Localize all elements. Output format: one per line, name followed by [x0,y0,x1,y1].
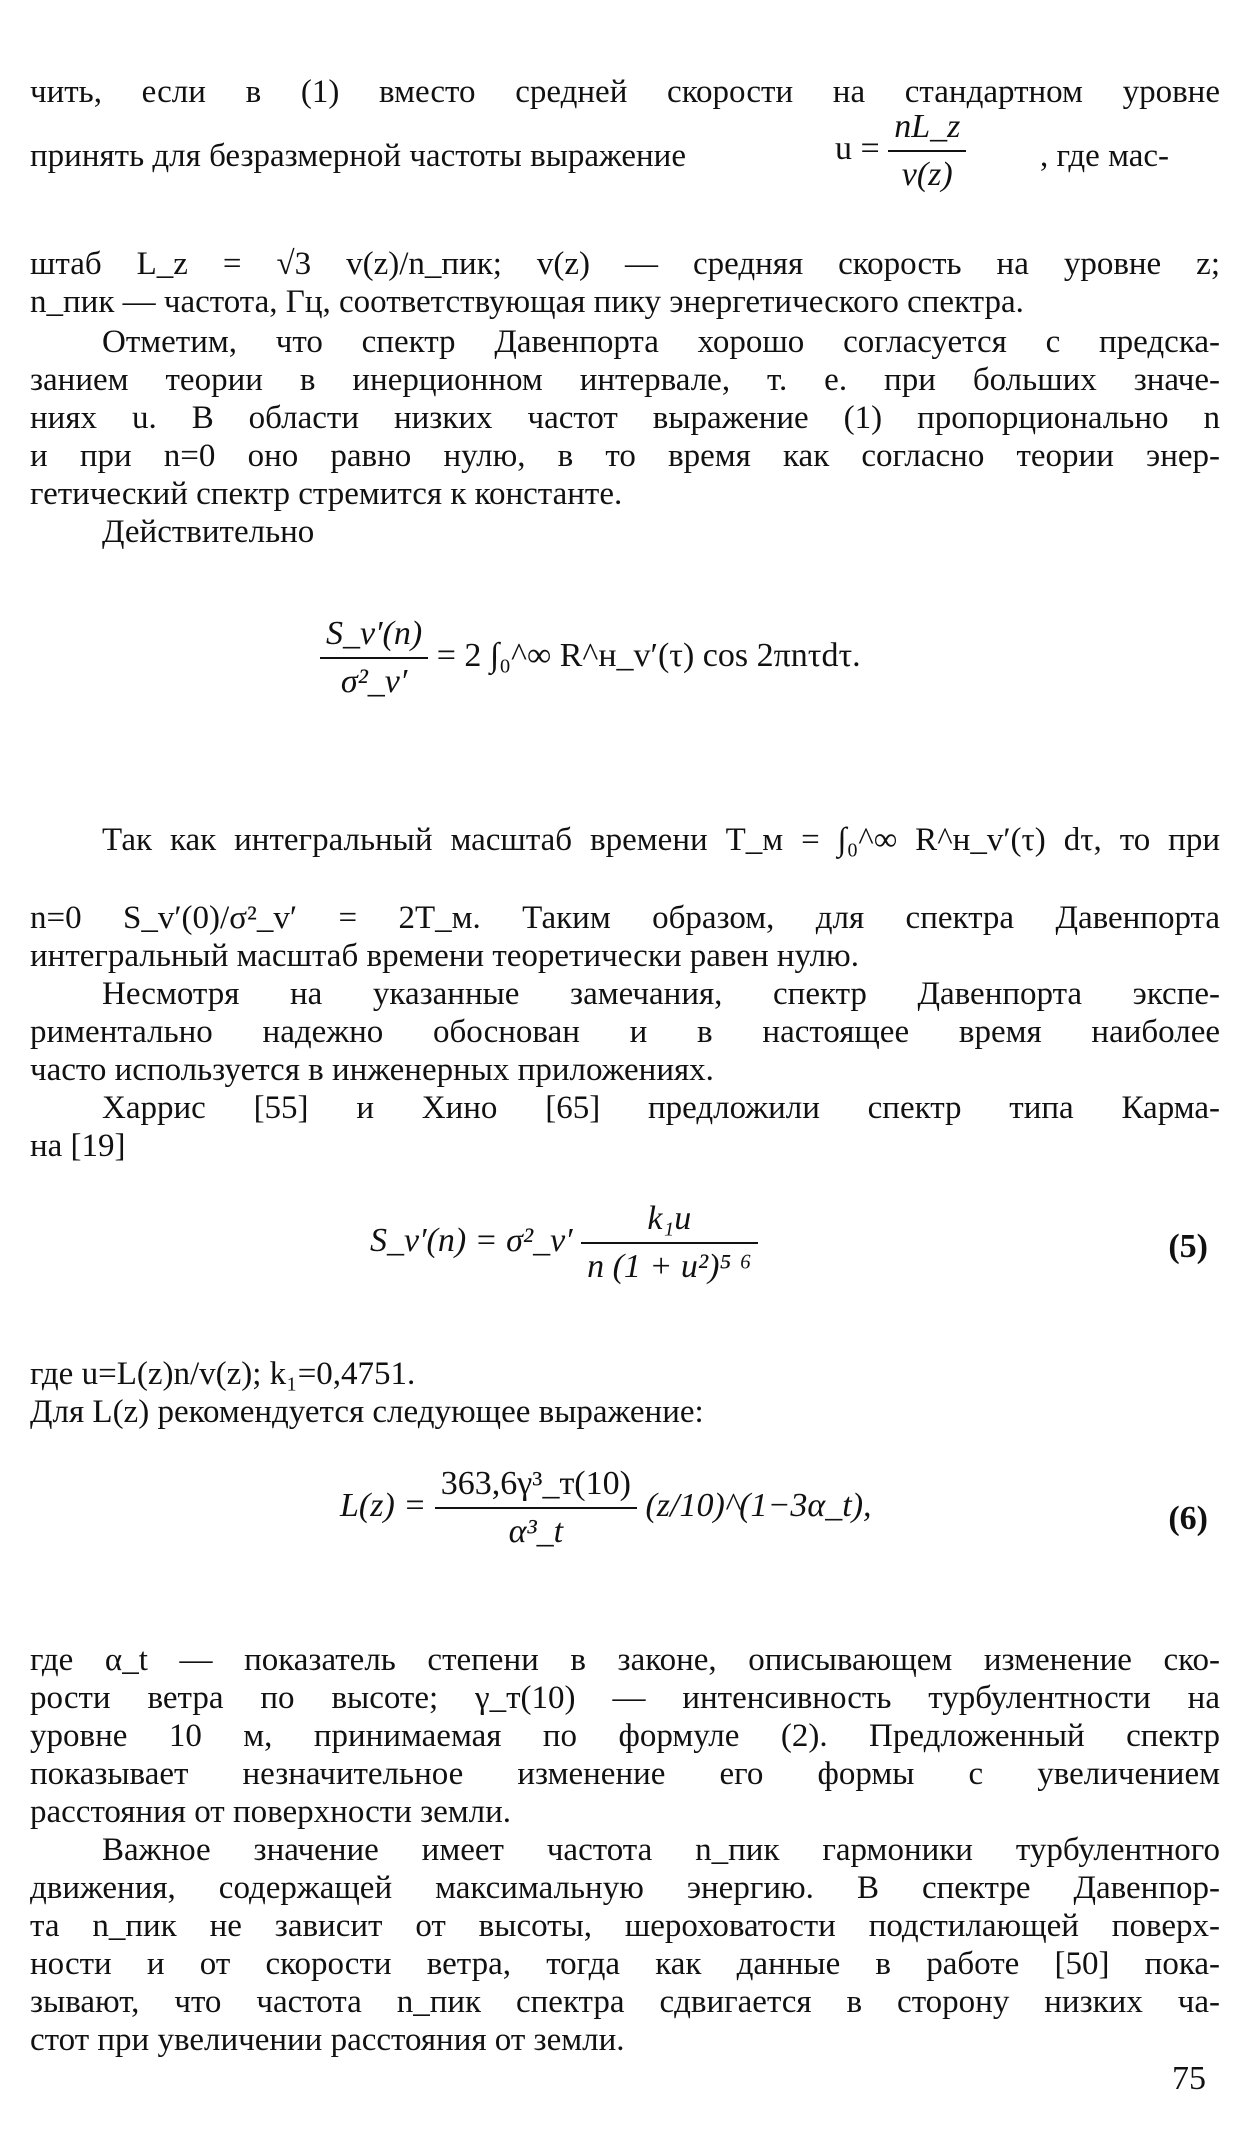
text-line: показывает незначительное изменение его формы с увеличением [30,1756,1220,1792]
formula-integral-numerator: S_v′(n) [326,615,423,652]
formula-integral-denominator: σ²_v′ [320,657,428,701]
formula-6-denominator: α³_t [435,1507,637,1551]
text-line: риментально надежно обоснован и в настоящее время наиболее [30,1014,1220,1050]
formula-6-numerator: 363,6γ³_т(10) [440,1465,631,1502]
text-line: где u=L(z)n/v(z); k₁=0,4751. [30,1356,416,1392]
text-line: Несмотря на указанные замечания, спектр Давенпорта экспе- [102,976,1220,1012]
text-line: n=0 S_v′(0)/σ²_v′ = 2T_м. Таким образом, для спектра Давенпорта [30,900,1220,936]
text-line: принять для безразмерной частоты выражение [30,138,686,174]
text-line: занием теории в инерционном интервале, т. е. при больших значе- [30,362,1220,398]
formula-5-denominator: n (1 + u²)⁵ ⁶ [581,1242,757,1286]
text-line: ности и от скорости ветра, тогда как данные в работе [50] пока- [30,1946,1220,1982]
text-line: ниях u. В области низких частот выражение (1) пропорционально n [30,400,1220,436]
formula-6 [340,1465,872,1551]
text-line: и при n=0 оно равно нулю, в то время как согласно теории энер- [30,438,1220,474]
formula-u-lhs: u = [835,129,880,167]
text-line: Харрис [55] и Хино [65] предложили спектр типа Карма- [102,1090,1220,1126]
formula-u-denominator: v(z) [888,150,966,194]
text-line: Для L(z) рекомендуется следующее выражение: [30,1394,704,1430]
equation-number-6: (6) [1168,1500,1208,1537]
text-line: уровне 10 м, принимаемая по формуле (2). Предложенный спектр [30,1718,1220,1754]
text-line: гетический спектр стремится к константе. [30,476,623,512]
equation-number-5: (5) [1168,1228,1208,1265]
text-line: Так как интегральный масштаб времени T_м = ∫₀^∞ R^н_v′(τ) dτ, то при [102,822,1220,858]
text-line: интегральный масштаб времени теоретически равен нулю. [30,938,859,974]
formula-integral-rhs: = 2 ∫₀^∞ R^н_v′(τ) cos 2πnτdτ. [436,636,861,674]
text-line: расстояния от поверхности земли. [30,1794,512,1830]
text-line: n_пик — частота, Гц, соответствующая пику энергетического спектра. [30,284,1024,320]
text-line: Действительно [102,514,315,550]
text-line: часто используется в инженерных приложениях. [30,1052,714,1088]
formula-5-lhs: S_v′(n) = σ²_v′ [370,1221,573,1259]
text-line: Важное значение имеет частота n_пик гармоники турбулентного [102,1832,1220,1868]
text-line: где α_t — показатель степени в законе, описывающем изменение ско- [30,1642,1220,1678]
formula-u [835,108,966,194]
text-line: на [19] [30,1128,126,1164]
text-line: рости ветра по высоте; γ_т(10) — интенсивность турбулентности на [30,1680,1220,1716]
text-line: движения, содержащей максимальную энергию. В спектре Давенпор- [30,1870,1220,1906]
formula-6-lhs: L(z) = [340,1486,427,1524]
text-line: зывают, что частота n_пик спектра сдвигается в сторону низких ча- [30,1984,1220,2020]
page-number: 75 [1172,2060,1206,2097]
formula-u-numerator: nL_z [894,108,961,145]
text-line: чить, если в (1) вместо средней скорости на стандартном уровне [30,74,1220,110]
formula-integral [320,615,861,701]
text-line: , где мас- [1040,138,1170,174]
text-line: стот при увеличении расстояния от земли. [30,2022,625,2058]
text-line: та n_пик не зависит от высоты, шероховатости подстилающей поверх- [30,1908,1220,1944]
formula-5-numerator: k₁u [647,1200,692,1237]
text-line: Отметим, что спектр Давенпорта хорошо согласуется с предска- [102,324,1220,360]
text-line: штаб L_z = √3 v(z)/n_пик; v(z) — средняя скорость на уровне z; [30,246,1220,282]
formula-6-rhs: (z/10)^(1−3α_t), [645,1486,872,1524]
formula-5 [370,1200,758,1286]
